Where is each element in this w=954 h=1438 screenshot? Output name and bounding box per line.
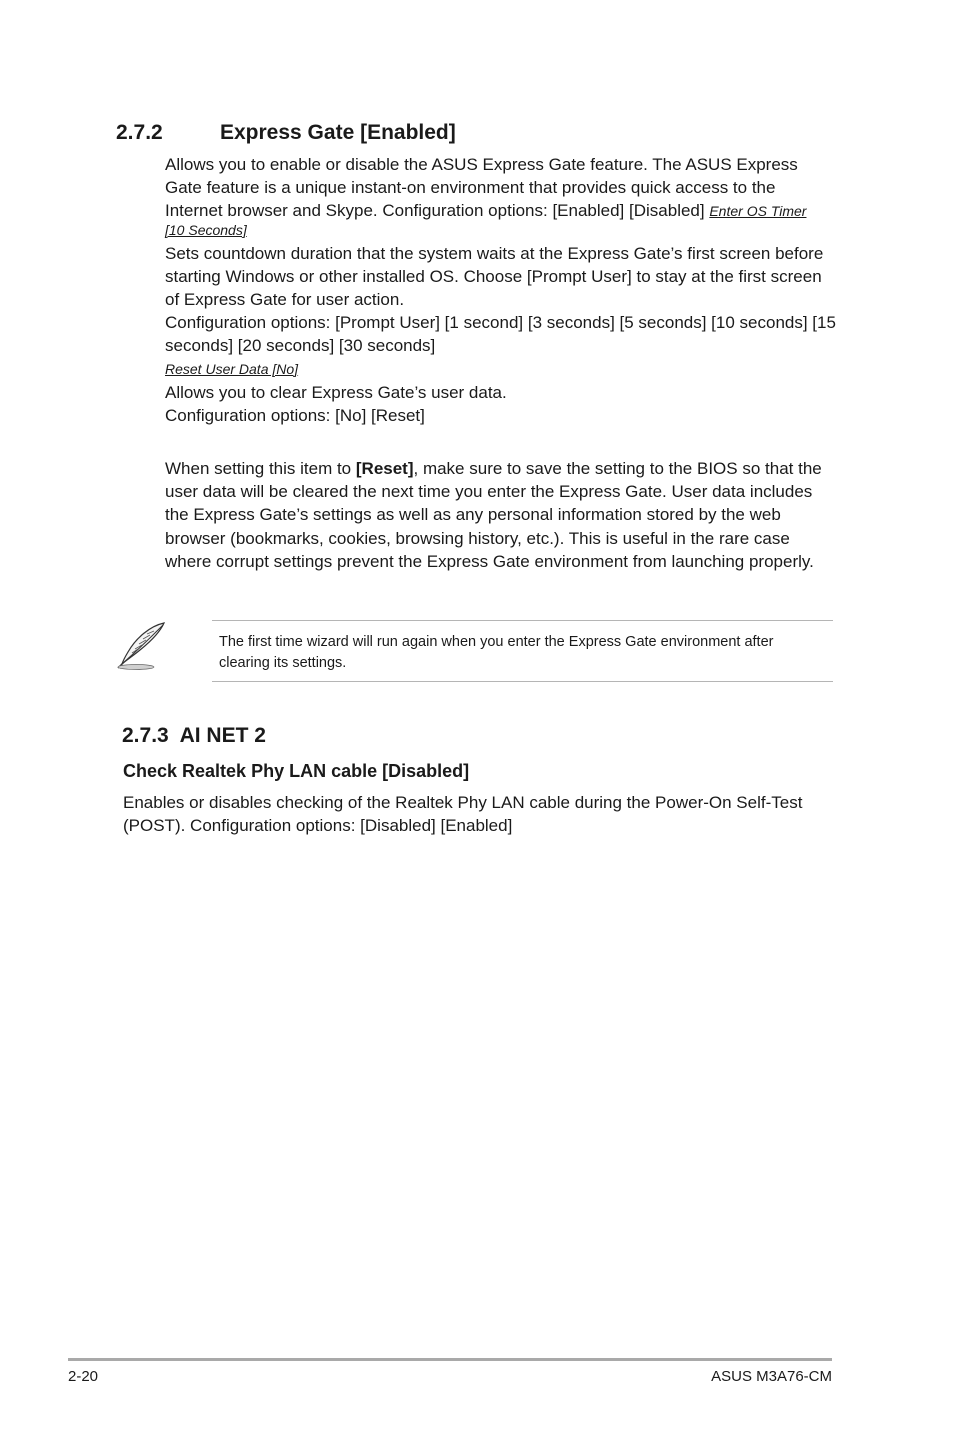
footer-rule: [68, 1358, 832, 1361]
reset-warning-paragraph: [165, 457, 835, 573]
product-name: ASUS M3A76-CM: [711, 1368, 832, 1385]
os-timer-title: Enter OS Timer: [709, 203, 807, 220]
express-gate-desc-text: Allows you to enable or disable the ASUS Express Gate feature. The ASUS Express Gate feature is a unique instant-on environment that provides quick access to the Internet browser and Skype. Configuration options: [Enabled] [Disabled]: [165, 155, 798, 221]
note-text: The first time wizard will run again when you enter the Express Gate environment after clearing its settings.: [219, 634, 774, 671]
page-number: 2-20: [68, 1368, 99, 1385]
reset-warning-post: , make sure to save the setting to the BIOS so that the user data will be cleared the next time you enter the Express Gate. User data includes the Express Gate’s settings as well as any personal information stored by the web browser (bookmarks, cookies, browsing history, etc.). This is useful in the rare case where corrupt settings prevent the Express Gate environment from launching properly.: [165, 459, 822, 571]
quill-pen-icon: [114, 620, 170, 672]
express-gate-description: [165, 153, 837, 224]
os-timer-description: Sets countdown duration that the system waits at the Express Gate’s first screen before starting Windows or other installed OS. Choose [Prompt User] to stay at the first screen of Express Gate for user action.: [165, 244, 824, 310]
realtek-lan-cable-subtitle: Check Realtek Phy LAN cable [Disabled]: [123, 761, 470, 781]
section-273-title: 2.7.3 AI NET 2: [122, 724, 266, 747]
note-top-rule: [212, 620, 833, 621]
section-number: 2.7.2: [116, 121, 163, 144]
reset-user-data-options: Configuration options: [No] [Reset]: [165, 406, 425, 425]
reset-warning-pre: When setting this item to: [165, 459, 356, 478]
realtek-lan-cable-description: Enables or disables checking of the Realtek Phy LAN cable during the Power-On Self-Test (POST). Configuration options: [Disabled] [Enabled]: [123, 793, 803, 836]
section-title: Express Gate [Enabled]: [220, 121, 456, 144]
reset-user-data-title: Reset User Data [No]: [165, 361, 299, 377]
os-timer-value: [10 Seconds]: [165, 222, 247, 238]
note-bottom-rule: [212, 681, 833, 682]
reset-user-data-description: Allows you to clear Express Gate’s user data.: [165, 383, 507, 402]
reset-warning-bold: [Reset]: [355, 459, 414, 478]
os-timer-options: Configuration options: [Prompt User] [1 second] [3 seconds] [5 seconds] [10 seconds] [15 seconds] [20 seconds] [30 seconds]: [165, 313, 836, 356]
